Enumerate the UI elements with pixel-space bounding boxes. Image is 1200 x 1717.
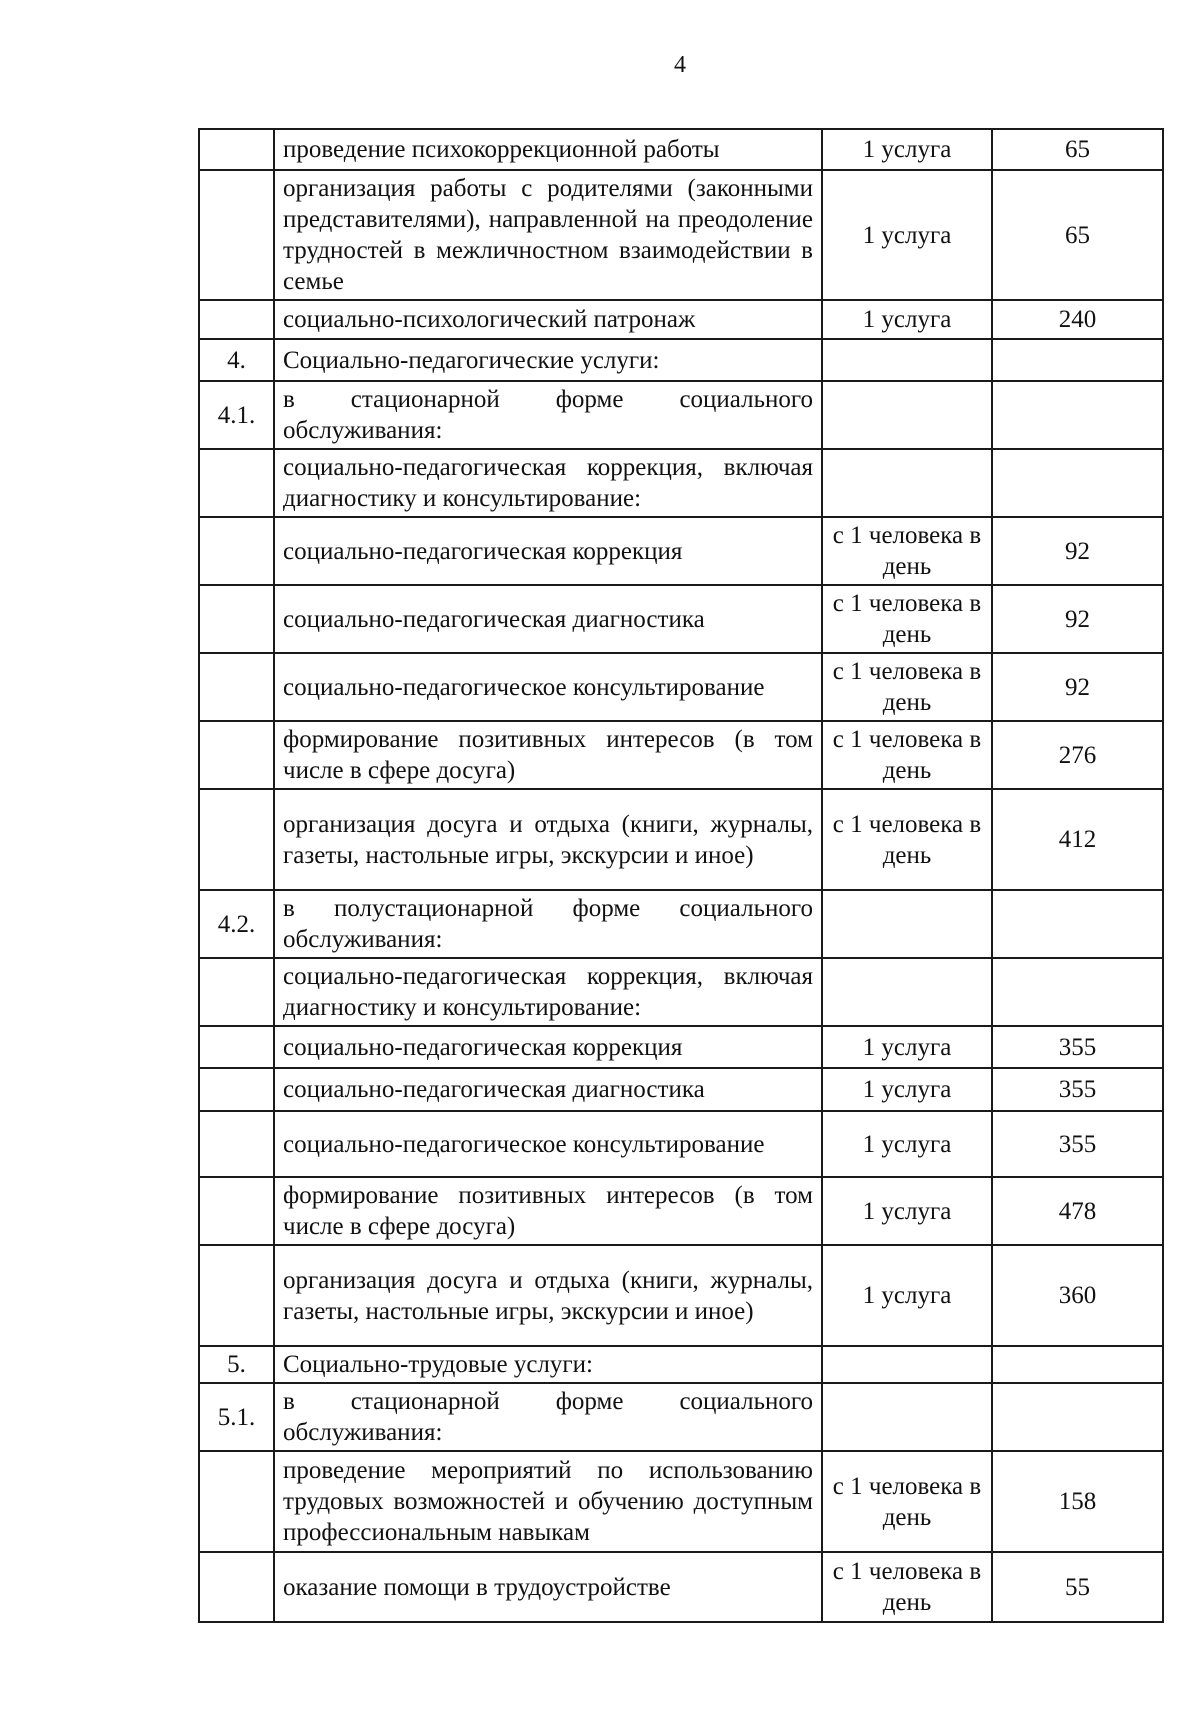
- tariff-value: 412: [992, 789, 1163, 890]
- unit-of-measure: 1 услуга: [822, 300, 992, 339]
- item-number: [199, 958, 274, 1026]
- table-row: [199, 1068, 1163, 1111]
- unit-of-measure: [822, 958, 992, 1026]
- service-name: формирование позитивных интересов (в том числе в сфере досуга): [274, 1177, 822, 1245]
- item-number: [199, 1552, 274, 1622]
- subsection-number: 5.1.: [199, 1383, 274, 1451]
- unit-of-measure: с 1 человека в день: [822, 1552, 992, 1622]
- tariff-value: 158: [992, 1451, 1163, 1552]
- tariff-value: [992, 381, 1163, 449]
- item-number: [199, 1451, 274, 1552]
- unit-of-measure: 1 услуга: [822, 129, 992, 170]
- unit-of-measure: [822, 1383, 992, 1451]
- subsection-title: в стационарной форме социального обслуживания:: [274, 1383, 822, 1451]
- tariff-value: [992, 449, 1163, 517]
- service-name: организация досуга и отдыха (книги, журналы, газеты, настольные игры, экскурсии и иное): [274, 789, 822, 890]
- tariff-value: 478: [992, 1177, 1163, 1245]
- tariff-value: [992, 339, 1163, 381]
- item-number: [199, 449, 274, 517]
- tariff-value: 276: [992, 721, 1163, 789]
- item-number: [199, 129, 274, 170]
- section-number: 4.: [199, 339, 274, 381]
- unit-of-measure: 1 услуга: [822, 170, 992, 300]
- service-name: оказание помощи в трудоустройстве: [274, 1552, 822, 1622]
- unit-of-measure: [822, 890, 992, 958]
- service-name: социально-педагогическая диагностика: [274, 585, 822, 653]
- unit-of-measure: 1 услуга: [822, 1068, 992, 1111]
- unit-of-measure: с 1 человека в день: [822, 653, 992, 721]
- subsection-title: в полустационарной форме социального обслуживания:: [274, 890, 822, 958]
- service-name: социально-психологический патронаж: [274, 300, 822, 339]
- tariff-value: 240: [992, 300, 1163, 339]
- item-number: [199, 1177, 274, 1245]
- table-row: [199, 129, 1163, 170]
- table-row: [199, 449, 1163, 517]
- subsection-number: 4.1.: [199, 381, 274, 449]
- item-number: [199, 789, 274, 890]
- item-number: [199, 721, 274, 789]
- tariff-table: [198, 128, 1164, 1623]
- service-name: формирование позитивных интересов (в том числе в сфере досуга): [274, 721, 822, 789]
- section-number: 5.: [199, 1346, 274, 1383]
- service-name: проведение психокоррекционной работы: [274, 129, 822, 170]
- unit-of-measure: [822, 381, 992, 449]
- item-number: [199, 585, 274, 653]
- tariff-value: 92: [992, 585, 1163, 653]
- item-number: [199, 300, 274, 339]
- subsection-row: [199, 890, 1163, 958]
- page-number: 4: [674, 52, 686, 78]
- section-title: Социально-педагогические услуги:: [274, 339, 822, 381]
- item-number: [199, 1245, 274, 1346]
- unit-of-measure: с 1 человека в день: [822, 789, 992, 890]
- service-name: проведение мероприятий по использованию трудовых возможностей и обучению доступным профессиональным навыкам: [274, 1451, 822, 1552]
- tariff-value: [992, 890, 1163, 958]
- unit-of-measure: с 1 человека в день: [822, 517, 992, 585]
- table-row: [199, 1111, 1163, 1177]
- item-number: [199, 170, 274, 300]
- table-row: [199, 721, 1163, 789]
- unit-of-measure: с 1 человека в день: [822, 585, 992, 653]
- subsection-row: [199, 381, 1163, 449]
- tariff-value: 355: [992, 1026, 1163, 1068]
- service-name: социально-педагогическая коррекция: [274, 1026, 822, 1068]
- tariff-value: [992, 958, 1163, 1026]
- tariff-value: 355: [992, 1111, 1163, 1177]
- unit-of-measure: 1 услуга: [822, 1026, 992, 1068]
- item-number: [199, 1068, 274, 1111]
- table-row: [199, 517, 1163, 585]
- service-name: социально-педагогическая коррекция: [274, 517, 822, 585]
- service-name: социально-педагогическое консультирование: [274, 653, 822, 721]
- subsection-title: в стационарной форме социального обслуживания:: [274, 381, 822, 449]
- table-row: [199, 1552, 1163, 1622]
- subsection-number: 4.2.: [199, 890, 274, 958]
- item-number: [199, 1026, 274, 1068]
- tariff-value: 92: [992, 653, 1163, 721]
- section-title: Социально-трудовые услуги:: [274, 1346, 822, 1383]
- table-row: [199, 1177, 1163, 1245]
- item-number: [199, 517, 274, 585]
- tariff-value: [992, 1346, 1163, 1383]
- service-name: социально-педагогическая коррекция, включая диагностику и консультирование:: [274, 958, 822, 1026]
- tariff-value: 360: [992, 1245, 1163, 1346]
- tariff-value: 355: [992, 1068, 1163, 1111]
- item-number: [199, 1111, 274, 1177]
- section-row: [199, 1346, 1163, 1383]
- service-name: социально-педагогическое консультирование: [274, 1111, 822, 1177]
- unit-of-measure: с 1 человека в день: [822, 721, 992, 789]
- table-row: [199, 789, 1163, 890]
- table-row: [199, 1245, 1163, 1346]
- unit-of-measure: 1 услуга: [822, 1111, 992, 1177]
- tariff-value: 65: [992, 129, 1163, 170]
- subsection-row: [199, 1383, 1163, 1451]
- unit-of-measure: [822, 1346, 992, 1383]
- table-row: [199, 958, 1163, 1026]
- item-number: [199, 653, 274, 721]
- service-name: организация досуга и отдыха (книги, журналы, газеты, настольные игры, экскурсии и иное): [274, 1245, 822, 1346]
- service-name: социально-педагогическая диагностика: [274, 1068, 822, 1111]
- table-row: [199, 585, 1163, 653]
- tariff-table-body: [199, 129, 1163, 1622]
- section-row: [199, 339, 1163, 381]
- tariff-value: [992, 1383, 1163, 1451]
- table-row: [199, 300, 1163, 339]
- service-name: организация работы с родителями (законными представителями), направленной на преодоление трудностей в межличностном взаимодействии в семье: [274, 170, 822, 300]
- unit-of-measure: 1 услуга: [822, 1177, 992, 1245]
- unit-of-measure: с 1 человека в день: [822, 1451, 992, 1552]
- unit-of-measure: 1 услуга: [822, 1245, 992, 1346]
- table-row: [199, 170, 1163, 300]
- tariff-value: 92: [992, 517, 1163, 585]
- tariff-value: 55: [992, 1552, 1163, 1622]
- service-name: социально-педагогическая коррекция, включая диагностику и консультирование:: [274, 449, 822, 517]
- tariff-value: 65: [992, 170, 1163, 300]
- table-row: [199, 1026, 1163, 1068]
- unit-of-measure: [822, 339, 992, 381]
- table-row: [199, 1451, 1163, 1552]
- unit-of-measure: [822, 449, 992, 517]
- table-row: [199, 653, 1163, 721]
